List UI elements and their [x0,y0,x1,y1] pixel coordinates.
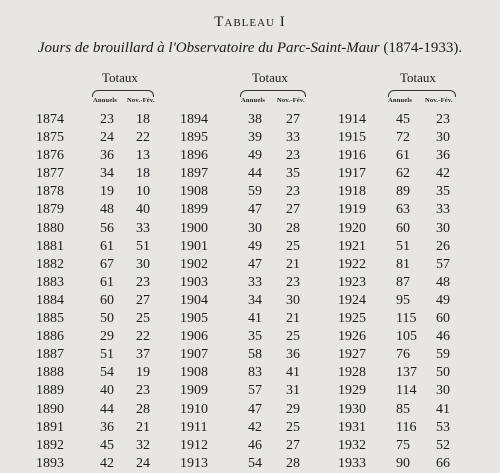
nov-feb-total-cell: 30 [436,383,450,399]
annual-total-cell: 29 [100,329,114,345]
table-row [36,129,176,147]
year-cell: 1922 [338,256,366,272]
annual-total-cell: 116 [396,419,417,435]
year-cell: 1911 [180,419,208,435]
year-cell: 1880 [36,220,64,236]
table-row [180,346,320,364]
annual-total-cell: 54 [248,455,262,471]
group-brace [92,90,154,97]
nov-feb-total-cell: 21 [286,311,300,327]
year-cell: 1881 [36,238,64,254]
table-subtitle [0,40,500,57]
nov-feb-total-cell: 27 [286,202,300,218]
table-row [338,364,478,382]
table-row [36,419,176,437]
table-row [338,401,478,419]
nov-feb-total-cell: 30 [436,130,450,146]
nov-feb-total-cell: 26 [436,238,450,254]
table-title: Tableau I [214,14,286,30]
year-cell: 1893 [36,455,64,471]
table-row [36,111,176,129]
table-row [338,292,478,310]
year-cell: 1899 [180,202,208,218]
group-header: Totaux [400,70,436,85]
table-row [338,238,478,256]
nov-feb-total-cell: 53 [436,419,450,435]
annual-total-cell: 48 [100,202,114,218]
annual-total-cell: 63 [396,202,410,218]
year-cell: 1883 [36,274,64,290]
annual-total-cell: 38 [248,112,262,127]
nov-feb-total-cell: 28 [136,401,150,417]
nov-feb-total-cell: 25 [286,238,300,254]
year-cell: 1902 [180,256,208,272]
annual-total-cell: 39 [248,130,262,146]
nov-feb-total-cell: 23 [286,274,300,290]
nov-feb-total-cell: 22 [136,130,150,146]
annual-total-cell: 23 [100,112,114,127]
year-cell: 1905 [180,311,208,327]
nov-feb-total-cell: 31 [286,383,300,399]
year-cell: 1932 [338,437,366,453]
col-header-annuels: Annuels [241,97,266,104]
annual-total-cell: 44 [248,166,262,182]
table-row [180,165,320,183]
year-cell: 1919 [338,202,366,218]
annual-total-cell: 45 [100,437,114,453]
nov-feb-total-cell: 25 [286,329,300,345]
nov-feb-total-cell: 60 [436,311,450,327]
table-row [36,310,176,328]
nov-feb-total-cell: 48 [436,274,450,290]
block-rows [338,111,478,473]
table-row [338,382,478,400]
annual-total-cell: 47 [248,256,262,272]
table-row [36,201,176,219]
nov-feb-total-cell: 18 [136,112,150,127]
annual-total-cell: 62 [396,166,410,182]
year-cell: 1923 [338,274,366,290]
table-row [180,310,320,328]
table-row [36,238,176,256]
annual-total-cell: 58 [248,347,262,363]
annual-total-cell: 114 [396,383,417,399]
table-row [338,111,478,129]
nov-feb-total-cell: 28 [286,455,300,471]
table-row [180,256,320,274]
annual-total-cell: 75 [396,437,410,453]
annual-total-cell: 30 [248,220,262,236]
annual-total-cell: 49 [248,238,262,254]
year-cell: 1924 [338,292,366,308]
year-cell: 1918 [338,184,366,200]
table-row [338,328,478,346]
annual-total-cell: 72 [396,130,410,146]
year-cell: 1909 [180,383,208,399]
table-row [180,382,320,400]
table-row [180,419,320,437]
year-cell: 1933 [338,455,366,471]
nov-feb-total-cell: 36 [436,148,450,164]
nov-feb-total-cell: 27 [136,292,150,308]
nov-feb-total-cell: 23 [286,148,300,164]
table-row [36,183,176,201]
year-cell: 1929 [338,383,366,399]
nov-feb-total-cell: 33 [286,130,300,146]
nov-feb-total-cell: 10 [136,184,150,200]
year-cell: 1896 [180,148,208,164]
table-row [180,201,320,219]
annual-total-cell: 89 [396,184,410,200]
col-header-annuels: Annuels [388,97,413,104]
nov-feb-total-cell: 13 [136,148,150,164]
nov-feb-total-cell: 41 [436,401,450,417]
year-cell: 1877 [36,166,64,182]
nov-feb-total-cell: 49 [436,292,450,308]
year-cell: 1897 [180,166,208,182]
nov-feb-total-cell: 35 [436,184,450,200]
nov-feb-total-cell: 23 [286,184,300,200]
table-row [338,346,478,364]
nov-feb-total-cell: 23 [136,383,150,399]
annual-total-cell: 34 [248,292,262,308]
table-row [338,419,478,437]
year-cell: 1907 [180,347,208,363]
table-row [338,310,478,328]
table-row [180,220,320,238]
nov-feb-total-cell: 36 [286,347,300,363]
table-row [36,220,176,238]
annual-total-cell: 137 [396,365,417,381]
year-cell: 1895 [180,130,208,146]
year-cell: 1885 [36,311,64,327]
year-cell: 1908 [180,365,208,381]
table-row [338,256,478,274]
nov-feb-total-cell: 35 [286,166,300,182]
table-row [36,382,176,400]
annual-total-cell: 67 [100,256,114,272]
annual-total-cell: 61 [396,148,410,164]
table-row [338,165,478,183]
year-cell: 1910 [180,401,208,417]
annual-total-cell: 85 [396,401,410,417]
nov-feb-total-cell: 40 [136,202,150,218]
table-row [180,238,320,256]
annual-total-cell: 46 [248,437,262,453]
table-row [36,437,176,455]
table-row [180,274,320,292]
annual-total-cell: 81 [396,256,410,272]
table-row [180,292,320,310]
col-header-annuels: Annuels [93,97,118,104]
annual-total-cell: 49 [248,148,262,164]
table-row [36,256,176,274]
year-cell: 1887 [36,347,64,363]
nov-feb-total-cell: 32 [136,437,150,453]
group-brace [240,90,306,97]
annual-total-cell: 51 [396,238,410,254]
annual-total-cell: 59 [248,184,262,200]
year-cell: 1908 [180,184,208,200]
nov-feb-total-cell: 51 [136,238,150,254]
table-row [180,183,320,201]
annual-total-cell: 57 [248,383,262,399]
block-rows [180,111,320,473]
nov-feb-total-cell: 57 [436,256,450,272]
nov-feb-total-cell: 37 [136,347,150,363]
year-cell: 1886 [36,329,64,345]
table-row [180,364,320,382]
table-row [36,455,176,473]
nov-feb-total-cell: 22 [136,329,150,345]
table-row [36,292,176,310]
year-cell: 1889 [36,383,64,399]
table-row [180,437,320,455]
year-cell: 1894 [180,112,208,127]
nov-feb-total-cell: 25 [136,311,150,327]
nov-feb-total-cell: 52 [436,437,450,453]
nov-feb-total-cell: 30 [136,256,150,272]
table-row [180,328,320,346]
table-row [36,147,176,165]
table-row [338,274,478,292]
nov-feb-total-cell: 24 [136,455,150,471]
year-cell: 1928 [338,365,366,381]
nov-feb-total-cell: 25 [286,419,300,435]
annual-total-cell: 105 [396,329,417,345]
nov-feb-total-cell: 23 [136,274,150,290]
table-row [338,220,478,238]
nov-feb-total-cell: 23 [436,112,450,127]
table-row [180,455,320,473]
annual-total-cell: 33 [248,274,262,290]
nov-feb-total-cell: 21 [286,256,300,272]
year-cell: 1931 [338,419,366,435]
nov-feb-total-cell: 50 [436,365,450,381]
year-cell: 1891 [36,419,64,435]
table-row [338,183,478,201]
year-cell: 1875 [36,130,64,146]
nov-feb-total-cell: 59 [436,347,450,363]
nov-feb-total-cell: 30 [436,220,450,236]
annual-total-cell: 54 [100,365,114,381]
annual-total-cell: 44 [100,401,114,417]
table-row [180,129,320,147]
group-header: Totaux [102,70,138,85]
annual-total-cell: 34 [100,166,114,182]
group-header: Totaux [252,70,288,85]
nov-feb-total-cell: 30 [286,292,300,308]
year-cell: 1917 [338,166,366,182]
annual-total-cell: 83 [248,365,262,381]
group-brace [388,90,456,97]
col-header-nov-fev: Nov.-Fév. [425,97,453,104]
nov-feb-total-cell: 18 [136,166,150,182]
nov-feb-total-cell: 33 [136,220,150,236]
annual-total-cell: 45 [396,112,410,127]
year-cell: 1920 [338,220,366,236]
year-cell: 1915 [338,130,366,146]
annual-total-cell: 47 [248,401,262,417]
year-cell: 1882 [36,256,64,272]
table-row [338,129,478,147]
table-row [36,401,176,419]
nov-feb-total-cell: 28 [286,220,300,236]
year-cell: 1925 [338,311,366,327]
nov-feb-total-cell: 33 [436,202,450,218]
year-cell: 1874 [36,112,64,127]
annual-total-cell: 56 [100,220,114,236]
subtitle-years: (1874-1933). [383,40,463,56]
year-cell: 1913 [180,455,208,471]
table-row [180,147,320,165]
annual-total-cell: 115 [396,311,417,327]
year-cell: 1916 [338,148,366,164]
annual-total-cell: 24 [100,130,114,146]
annual-total-cell: 61 [100,238,114,254]
year-cell: 1900 [180,220,208,236]
nov-feb-total-cell: 19 [136,365,150,381]
year-cell: 1926 [338,329,366,345]
year-cell: 1921 [338,238,366,254]
col-header-nov-fev: Nov.-Fév. [127,97,155,104]
annual-total-cell: 87 [396,274,410,290]
annual-total-cell: 42 [100,455,114,471]
year-cell: 1901 [180,238,208,254]
annual-total-cell: 36 [100,148,114,164]
annual-total-cell: 36 [100,419,114,435]
annual-total-cell: 60 [100,292,114,308]
nov-feb-total-cell: 27 [286,437,300,453]
annual-total-cell: 61 [100,274,114,290]
table-row [180,111,320,129]
year-cell: 1914 [338,112,366,127]
nov-feb-total-cell: 29 [286,401,300,417]
table-row [338,201,478,219]
year-cell: 1912 [180,437,208,453]
year-cell: 1879 [36,202,64,218]
annual-total-cell: 95 [396,292,410,308]
col-header-nov-fev: Nov.-Fév. [277,97,305,104]
annual-total-cell: 42 [248,419,262,435]
table-row [338,147,478,165]
annual-total-cell: 41 [248,311,262,327]
table-row [180,401,320,419]
year-cell: 1888 [36,365,64,381]
year-cell: 1930 [338,401,366,417]
table-row [338,455,478,473]
block-rows [36,111,176,473]
annual-total-cell: 50 [100,311,114,327]
annual-total-cell: 90 [396,455,410,471]
annual-total-cell: 40 [100,383,114,399]
nov-feb-total-cell: 41 [286,365,300,381]
annual-total-cell: 35 [248,329,262,345]
year-cell: 1903 [180,274,208,290]
nov-feb-total-cell: 27 [286,112,300,127]
year-cell: 1906 [180,329,208,345]
table-row [36,165,176,183]
year-cell: 1876 [36,148,64,164]
table-row [338,437,478,455]
year-cell: 1878 [36,184,64,200]
annual-total-cell: 51 [100,347,114,363]
annual-total-cell: 19 [100,184,114,200]
annual-total-cell: 76 [396,347,410,363]
annual-total-cell: 47 [248,202,262,218]
subtitle-text: Jours de brouillard à l'Observatoire du Parc-Saint-Maur [37,40,380,56]
nov-feb-total-cell: 42 [436,166,450,182]
annual-total-cell: 60 [396,220,410,236]
table-row [36,274,176,292]
table-row [36,364,176,382]
table-row [36,346,176,364]
year-cell: 1927 [338,347,366,363]
nov-feb-total-cell: 21 [136,419,150,435]
year-cell: 1884 [36,292,64,308]
year-cell: 1890 [36,401,64,417]
nov-feb-total-cell: 46 [436,329,450,345]
year-cell: 1904 [180,292,208,308]
year-cell: 1892 [36,437,64,453]
nov-feb-total-cell: 66 [436,455,450,471]
table-row [36,328,176,346]
